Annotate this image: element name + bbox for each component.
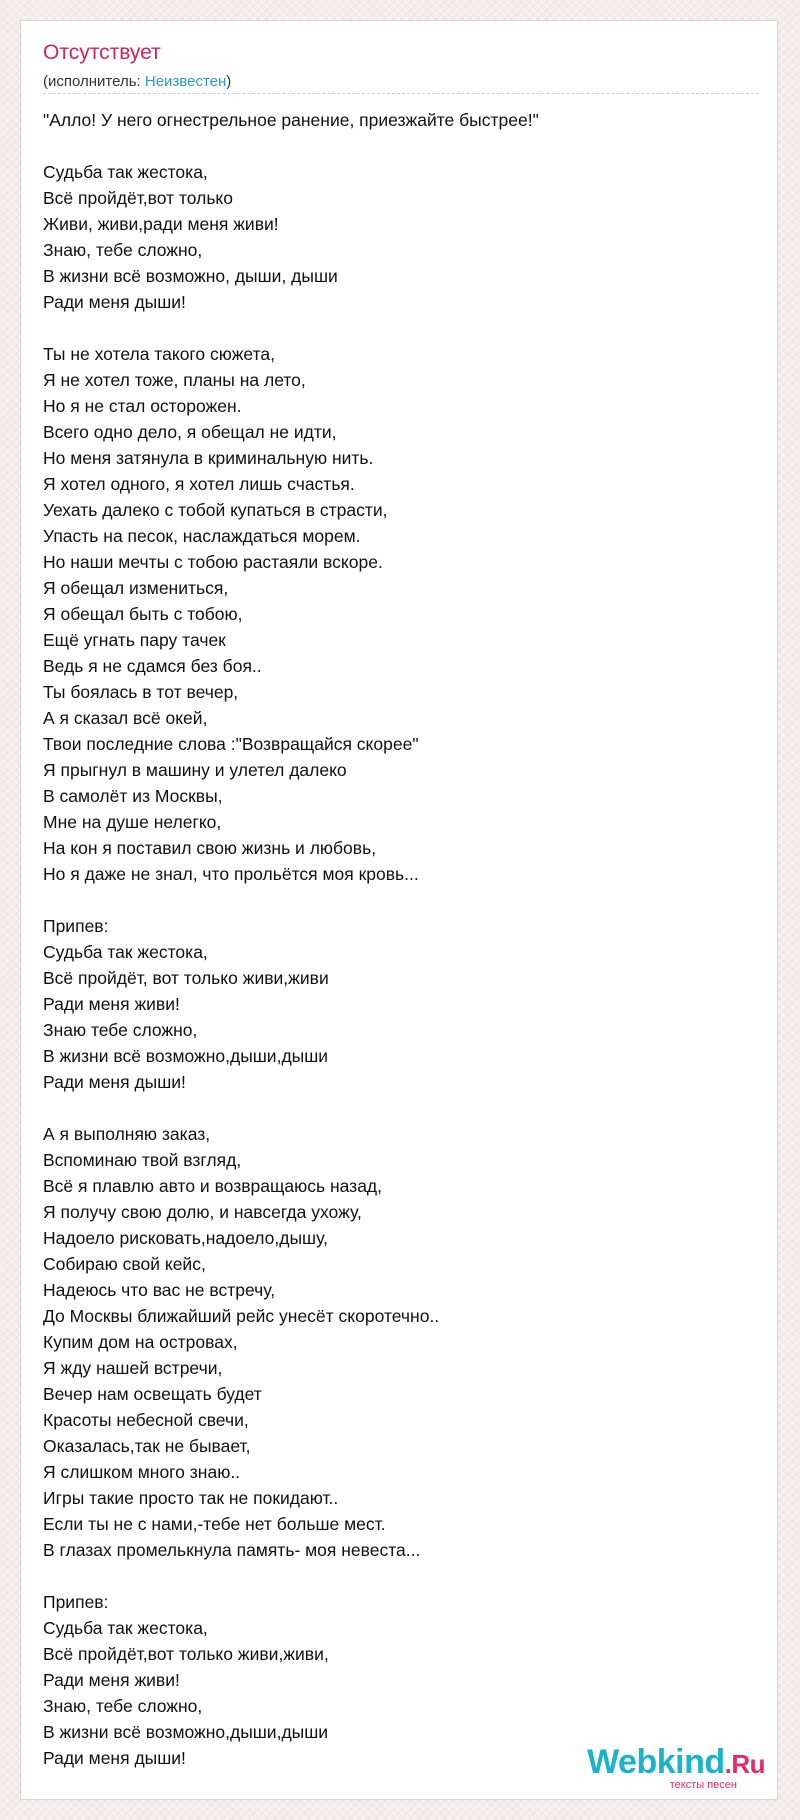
lyrics-line: А я сказал всё окей, [43,708,208,728]
divider [43,93,759,94]
song-title: Отсутствует [43,41,161,64]
lyrics-blank-line [43,1563,759,1589]
lyrics-blank-line [43,887,759,913]
lyrics-line: Собираю свой кейс, [43,1254,206,1274]
lyrics-line: Я слишком много знаю.. [43,1462,241,1482]
lyrics-line: Я обещал быть с тобою, [43,604,243,624]
lyrics-line: Игры такие просто так не покидают.. [43,1488,339,1508]
lyrics-line: Всё пройдёт,вот только [43,188,234,208]
lyrics-line: Если ты не с нами,-тебе нет больше мест. [43,1514,386,1534]
lyrics-line: Но я даже не знал, что прольётся моя кровь... [43,864,419,884]
lyrics-line: "Алло! У него огнестрельное ранение, приезжайте быстрее!" [43,110,539,130]
lyrics-line: Вспоминаю твой взгляд, [43,1150,242,1170]
lyrics-line: Ты не хотела такого сюжета, [43,344,275,364]
lyrics-line: В жизни всё возможно, дыши, дыши [43,266,338,286]
lyrics-line: Оказалась,так не бывает, [43,1436,251,1456]
logo-wordmark [587,1745,765,1781]
artist-line [43,73,231,90]
lyrics-line: До Москвы ближайший рейс унесёт скоротечно.. [43,1306,440,1326]
lyrics-line: Ради меня живи! [43,1670,180,1690]
lyrics-line: Твои последние слова :"Возвращайся скорее" [43,734,419,754]
lyrics-line: Но меня затянула в криминальную нить. [43,448,374,468]
lyrics-line: Ради меня живи! [43,994,180,1014]
lyrics-blank-line [43,133,759,159]
lyrics-line: В жизни всё возможно,дыши,дыши [43,1046,329,1066]
lyrics-line: В глазах промелькнула память- моя невеста... [43,1540,421,1560]
lyrics-line: Всего одно дело, я обещал не идти, [43,422,337,442]
lyrics-line: Я обещал измениться, [43,578,229,598]
lyrics-line: Купим дом на островах, [43,1332,238,1352]
lyrics-line: Мне на душе нелегко, [43,812,222,832]
artist-link[interactable]: Неизвестен [144,73,227,90]
lyrics-line: Но я не стал осторожен. [43,396,242,416]
lyrics-line: Вечер нам освещать будет [43,1384,262,1404]
lyrics-line: Ведь я не сдамся без боя.. [43,656,262,676]
lyrics-line: Ещё угнать пару тачек [43,630,226,650]
lyrics-line: Надоело рисковать,надоело,дышу, [43,1228,328,1248]
lyrics-line: Живи, живи,ради меня живи! [43,214,279,234]
lyrics-line: Ради меня дыши! [43,1748,186,1768]
lyrics-line: Надеюсь что вас не встречу, [43,1280,276,1300]
lyrics-line: Ради меня дыши! [43,1072,186,1092]
lyrics-line: Ты боялась в тот вечер, [43,682,239,702]
lyrics-line: Но наши мечты с тобою растаяли вскоре. [43,552,383,572]
lyrics-line: Всё пройдёт, вот только живи,живи [43,968,329,988]
lyrics-line: Знаю, тебе сложно, [43,240,203,260]
lyrics-line: На кон я поставил свою жизнь и любовь, [43,838,377,858]
artist-suffix: ) [226,73,232,90]
lyrics-line: Судьба так жестока, [43,942,208,962]
artist-prefix: (исполнитель: [43,73,145,90]
lyrics-line: А я выполняю заказ, [43,1124,211,1144]
lyrics-line: Я хотел одного, я хотел лишь счастья. [43,474,355,494]
lyrics-line: Судьба так жестока, [43,162,208,182]
lyrics-line: Припев: [43,916,109,936]
lyrics-line: Красоты небесной свечи, [43,1410,249,1430]
lyrics-line: Знаю тебе сложно, [43,1020,198,1040]
lyrics-line: В жизни всё возможно,дыши,дыши [43,1722,329,1742]
lyrics-blank-line [43,315,759,341]
lyrics-line: Я прыгнул в машину и улетел далеко [43,760,347,780]
lyrics-line: Я жду нашей встречи, [43,1358,223,1378]
lyrics-line: Судьба так жестока, [43,1618,208,1638]
lyrics-line: Я получу свою долю, и навсегда ухожу, [43,1202,362,1222]
lyrics-line: Упасть на песок, наслаждаться морем. [43,526,361,546]
logo-tld: .Ru [724,1749,765,1779]
site-logo[interactable] [587,1745,765,1791]
logo-brand: Webkind [587,1743,725,1781]
lyrics-line: В самолёт из Москвы, [43,786,223,806]
lyrics-card [20,20,778,1800]
lyrics-line: Знаю, тебе сложно, [43,1696,203,1716]
logo-tagline: тексты песен [669,1779,737,1791]
lyrics-line: Всё пройдёт,вот только живи,живи, [43,1644,329,1664]
lyrics-blank-line [43,1095,759,1121]
lyrics-line: Всё я плавлю авто и возвращаюсь назад, [43,1176,383,1196]
lyrics-text [43,107,759,1771]
lyrics-line: Припев: [43,1592,109,1612]
lyrics-line: Ради меня дыши! [43,292,186,312]
lyrics-line: Уехать далеко с тобой купаться в страсти, [43,500,388,520]
lyrics-line: Я не хотел тоже, планы на лето, [43,370,306,390]
